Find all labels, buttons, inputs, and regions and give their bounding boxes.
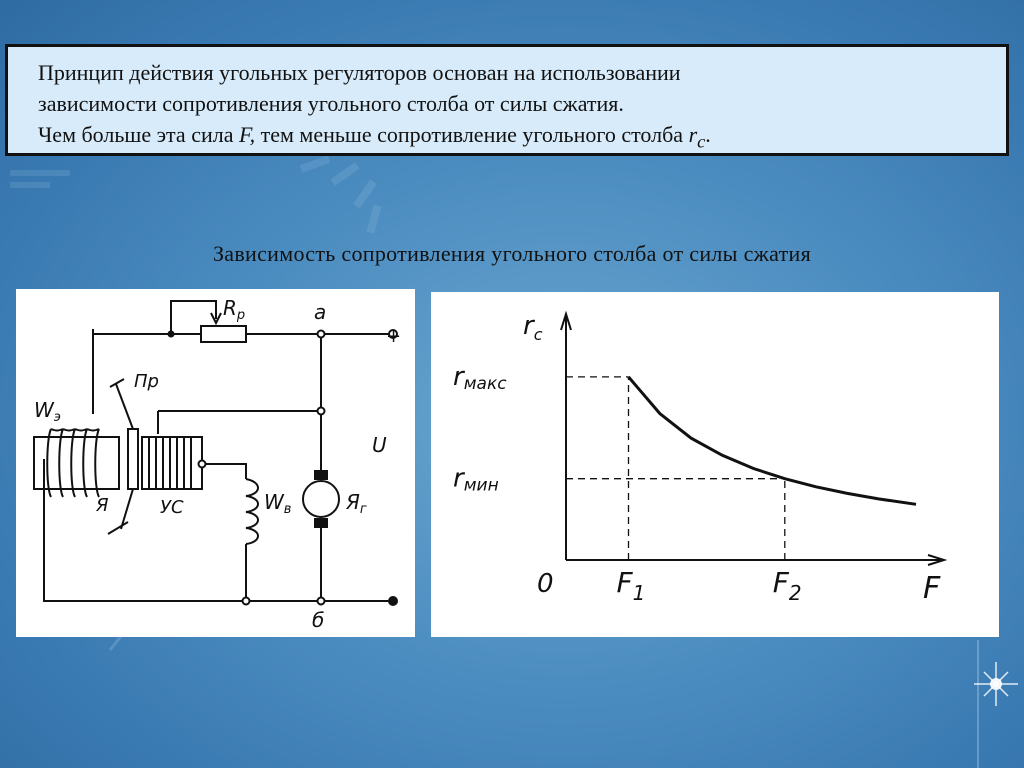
circuit-diagram-panel — [16, 289, 415, 637]
label-pr: Пр — [134, 371, 159, 392]
x-tick-label: $F_1$ — [616, 566, 646, 605]
y-axis-label: $r_c$ — [523, 311, 543, 344]
origin-label: 0 — [537, 569, 554, 599]
label-wv: $W_в$ — [264, 490, 292, 517]
label-a: a — [314, 300, 327, 324]
figure-caption: Зависимость сопротивления угольного столба от силы сжатия — [212, 241, 812, 266]
graph-panel — [431, 292, 999, 637]
sparkle-icon — [974, 662, 1018, 706]
resistance-vs-force-graph — [431, 292, 999, 637]
intro-line-2: зависимости сопротивления угольного столба от силы сжатия. — [38, 91, 624, 116]
label-yag: $Я_г$ — [346, 490, 367, 517]
y-tick-label: rмин — [453, 463, 499, 496]
x-tick-label: $F_2$ — [772, 566, 802, 605]
label-plus: + — [386, 326, 402, 347]
intro-line-3: Чем больше эта сила F, тем меньше сопротивление угольного столба $r_c$. — [38, 122, 711, 152]
series-line — [629, 377, 917, 504]
y-tick-label: rмакс — [453, 361, 507, 394]
label-rp: $R_p$ — [223, 296, 246, 323]
label-u: U — [372, 433, 387, 457]
label-we: $W_э$ — [34, 398, 61, 425]
circuit-diagram — [16, 289, 415, 637]
label-us: УС — [160, 497, 184, 518]
x-axis-label: F — [923, 571, 941, 606]
intro-line-1: Принцип действия угольных регуляторов основан на использовании — [38, 60, 681, 85]
intro-text-box — [5, 44, 1009, 156]
label-ya: Я — [96, 495, 109, 516]
label-b: б — [312, 608, 325, 632]
